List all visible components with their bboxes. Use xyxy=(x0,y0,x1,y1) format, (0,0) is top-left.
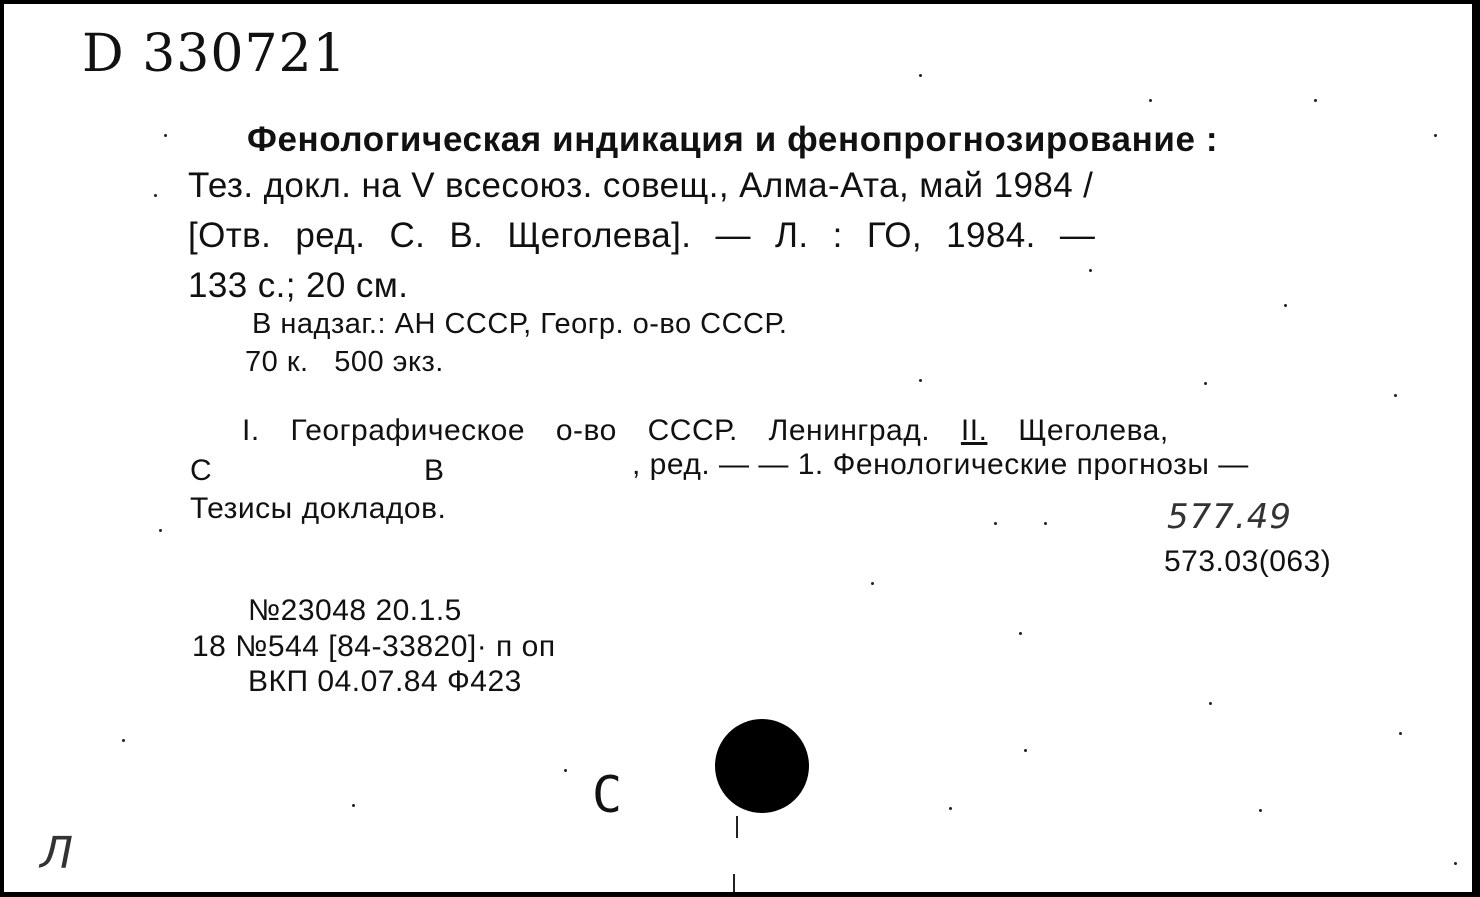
speck xyxy=(949,807,952,810)
tick-mark xyxy=(733,874,735,894)
speck xyxy=(994,522,997,525)
speck xyxy=(1209,702,1212,705)
speck xyxy=(1259,809,1262,812)
speck xyxy=(1284,304,1287,307)
bottom-letter: С xyxy=(592,766,623,824)
speck xyxy=(1019,632,1022,635)
footer-line-3: ВКП 04.07.84 Ф423 xyxy=(248,665,522,698)
handwritten-classification: 577.49 xyxy=(1167,497,1292,537)
speck xyxy=(1204,382,1207,385)
speck xyxy=(919,379,922,382)
udc-classification: 573.03(063) xyxy=(1164,545,1332,578)
punch-hole xyxy=(715,719,809,813)
note-price-line: 70 к. 500 экз. xyxy=(245,346,444,378)
speck xyxy=(352,804,355,807)
tick-mark xyxy=(736,816,738,838)
speck xyxy=(1434,134,1437,137)
description-line-3: 133 с.; 20 см. xyxy=(188,266,409,305)
speck xyxy=(1149,99,1152,102)
speck xyxy=(1394,394,1397,397)
tracing-line-3: Тезисы докладов. xyxy=(190,492,447,525)
speck xyxy=(154,194,157,197)
speck xyxy=(164,134,167,137)
speck xyxy=(871,582,874,585)
description-line-2: [Отв. ред. С. В. Щеголева]. — Л. : ГО, 1984. — xyxy=(188,216,1096,255)
handwritten-mark: Л xyxy=(40,828,75,879)
footer-line-1: №23048 20.1.5 xyxy=(248,594,462,627)
speck xyxy=(1089,269,1092,272)
book-title: Фенологическая индикация и фенопрогнозирование : xyxy=(247,120,1219,159)
tracing-line-1-suffix: Щеголева, xyxy=(1018,414,1169,447)
description-line-1-text: Тез. докл. на V всесоюз. совещ., Алма-Ата, май 1984 / xyxy=(188,166,1094,205)
speck xyxy=(1314,99,1317,102)
speck xyxy=(159,529,162,532)
card-number: D 330721 xyxy=(82,24,347,84)
tracing-line-2-c: С xyxy=(190,454,213,487)
speck xyxy=(1399,732,1402,735)
tracing-line-2-rest: , ред. — — 1. Фенологические прогнозы — xyxy=(632,448,1249,481)
speck xyxy=(564,769,567,772)
speck xyxy=(122,739,125,742)
description-line-1 xyxy=(188,168,1358,203)
footer-line-2: 18 №544 [84-33820]· п оп xyxy=(192,630,556,663)
note-header-line: В надзаг.: АН СССР, Геогр. о-во СССР. xyxy=(252,308,788,340)
tracing-roman-two: II. xyxy=(960,414,988,447)
tracing-line-1-prefix: I. Географическое о-во СССР. Ленинград. xyxy=(242,414,931,447)
tracing-line-2-b: В xyxy=(424,454,445,487)
speck xyxy=(919,74,922,77)
speck xyxy=(1024,749,1027,752)
tracing-line-1 xyxy=(242,416,1169,446)
speck xyxy=(1044,522,1047,525)
speck xyxy=(1454,862,1457,865)
